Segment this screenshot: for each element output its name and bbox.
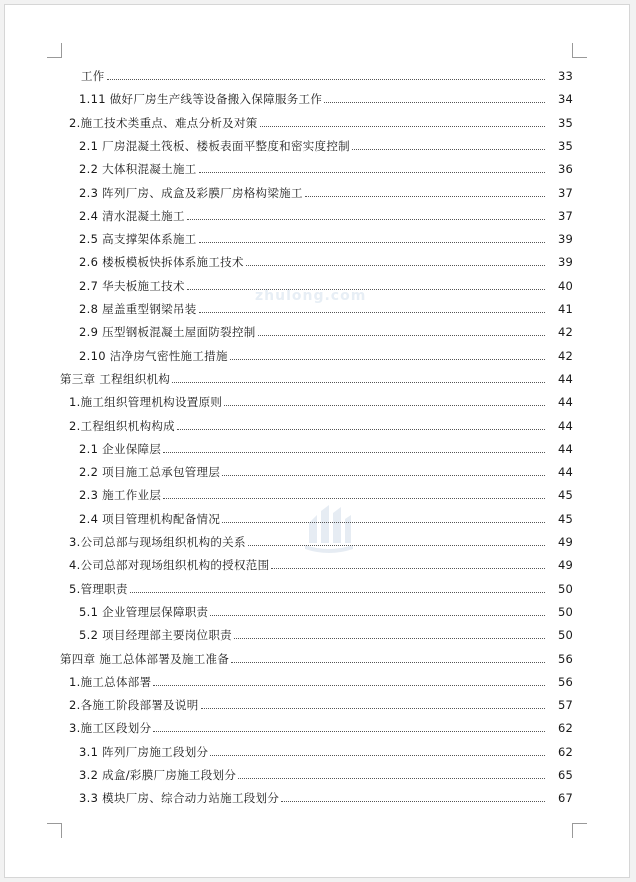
toc-page-number: 44 (557, 371, 573, 386)
toc-page-number: 44 (557, 441, 573, 456)
toc-entry[interactable] (5, 787, 573, 805)
toc-entry-title: 第三章 工程组织机构 (60, 371, 171, 386)
crop-mark-top-right (572, 43, 587, 58)
toc-entry[interactable] (5, 508, 573, 526)
document-page (4, 4, 630, 878)
toc-leader-dots (199, 312, 545, 313)
toc-leader-dots (246, 265, 545, 266)
toc-entry-title: 2.9 压型钢板混凝土屋面防裂控制 (79, 325, 256, 340)
toc-entry-title: 2.3 施工作业层 (79, 488, 162, 503)
toc-entry-title: 2.10 洁净房气密性施工措施 (79, 348, 228, 363)
toc-page-number: 39 (557, 232, 573, 247)
crop-mark-bottom-left (47, 823, 62, 838)
toc-page-number: 34 (557, 92, 573, 107)
toc-leader-dots (187, 219, 545, 220)
toc-leader-dots (234, 638, 545, 639)
toc-entry[interactable] (5, 438, 573, 456)
toc-leader-dots (130, 592, 545, 593)
toc-leader-dots (222, 522, 545, 523)
toc-entry[interactable] (5, 624, 573, 642)
toc-leader-dots (172, 382, 545, 383)
toc-entry-title: 5.1 企业管理层保障职责 (79, 604, 209, 619)
toc-leader-dots (352, 149, 545, 150)
toc-page-number: 36 (557, 162, 573, 177)
toc-leader-dots (238, 778, 545, 779)
toc-page-number: 44 (557, 465, 573, 480)
toc-page-number: 50 (557, 604, 573, 619)
toc-entry-title: 4.公司总部对现场组织机构的授权范围 (69, 558, 270, 573)
toc-entry[interactable] (5, 228, 573, 246)
crop-mark-bottom-right (572, 823, 587, 838)
crop-mark-top-left (47, 43, 62, 58)
toc-page-number: 44 (557, 395, 573, 410)
toc-page-number: 67 (557, 791, 573, 806)
toc-entry[interactable] (5, 112, 573, 130)
toc-leader-dots (199, 172, 545, 173)
toc-entry[interactable] (5, 601, 573, 619)
toc-leader-dots (210, 615, 545, 616)
toc-entry-title: 2.各施工阶段部署及说明 (69, 698, 199, 713)
toc-page-number: 49 (557, 535, 573, 549)
toc-page-number: 62 (557, 721, 573, 736)
toc-page-number: 33 (557, 69, 573, 83)
toc-page-number: 56 (557, 674, 573, 689)
toc-entry[interactable] (5, 368, 573, 386)
toc-leader-dots (222, 475, 545, 476)
toc-leader-dots (248, 545, 545, 546)
toc-entry-title: 2.5 高支撑架体系施工 (79, 232, 197, 247)
toc-entry-title: 2.3 阵列厂房、成盒及彩膜厂房格构梁施工 (79, 185, 303, 200)
toc-page-number: 50 (557, 628, 573, 643)
toc-entry-title: 3.公司总部与现场组织机构的关系 (69, 535, 246, 549)
toc-entry-title: 3.3 模块厂房、综合动力站施工段划分 (79, 791, 280, 806)
toc-page-number: 57 (557, 698, 573, 713)
toc-entry-title: 1.11 做好厂房生产线等设备搬入保障服务工作 (79, 92, 323, 107)
toc-leader-dots (305, 196, 545, 197)
toc-page-number: 37 (557, 185, 573, 200)
toc-leader-dots (231, 662, 545, 663)
toc-page-number: 65 (557, 768, 573, 782)
toc-leader-dots (163, 452, 545, 453)
toc-entry[interactable] (5, 741, 573, 759)
toc-entry[interactable] (5, 764, 573, 782)
toc-entry-title: 2.1 企业保障层 (79, 441, 162, 456)
toc-entry[interactable] (5, 717, 573, 735)
toc-leader-dots (324, 102, 545, 103)
toc-page-number: 37 (557, 208, 573, 223)
toc-page-number: 39 (557, 255, 573, 270)
toc-entry-title: 5.2 项目经理部主要岗位职责 (79, 628, 232, 643)
toc-entry-title: 5.管理职责 (69, 581, 128, 596)
toc-page-number: 41 (557, 302, 573, 316)
toc-entry-title: 2.4 项目管理机构配备情况 (79, 511, 221, 526)
toc-entry[interactable] (5, 578, 573, 596)
toc-entry-title: 2.2 大体积混凝土施工 (79, 162, 197, 177)
toc-entry[interactable] (5, 554, 573, 572)
toc-page-number: 62 (557, 744, 573, 759)
toc-entry[interactable] (5, 88, 573, 106)
toc-page-number: 42 (557, 348, 573, 363)
toc-entry[interactable] (5, 531, 573, 549)
toc-page-number: 44 (557, 418, 573, 433)
toc-entry-title: 2.6 楼板模板快拆体系施工技术 (79, 255, 244, 270)
toc-leader-dots (153, 685, 545, 686)
toc-page-number: 56 (557, 651, 573, 666)
toc-entry[interactable] (5, 648, 573, 666)
toc-leader-dots (230, 359, 545, 360)
toc-page-number: 49 (557, 558, 573, 573)
toc-leader-dots (224, 405, 545, 406)
toc-leader-dots (107, 79, 545, 80)
toc-page-number: 35 (557, 115, 573, 130)
toc-entry-title: 2.2 项目施工总承包管理层 (79, 465, 221, 480)
toc-leader-dots (187, 289, 545, 290)
toc-entry-title: 2.1 厂房混凝土筏板、楼板表面平整度和密实度控制 (79, 138, 350, 153)
toc-entry-title: 3.施工区段划分 (69, 721, 152, 736)
toc-leader-dots (271, 568, 545, 569)
toc-page-number: 45 (557, 488, 573, 503)
toc-entry[interactable] (5, 135, 573, 153)
watermark-text: zhulong.com (255, 288, 367, 304)
toc-leader-dots (281, 801, 545, 802)
toc-entry[interactable] (5, 298, 573, 316)
toc-page-number: 42 (557, 325, 573, 340)
toc-entry[interactable] (5, 158, 573, 176)
toc-entry-title: 1.施工组织管理机构设置原则 (69, 395, 223, 410)
toc-entry-title: 2.施工技术类重点、难点分析及对策 (69, 115, 258, 130)
toc-page-number: 50 (557, 581, 573, 596)
toc-entry[interactable] (5, 205, 573, 223)
toc-entry[interactable] (5, 484, 573, 502)
toc-entry[interactable] (5, 182, 573, 200)
toc-entry-title: 3.1 阵列厂房施工段划分 (79, 744, 209, 759)
toc-leader-dots (201, 708, 545, 709)
toc-entry[interactable] (5, 251, 573, 269)
toc-entry[interactable] (5, 275, 573, 293)
toc-entry[interactable] (5, 415, 573, 433)
toc-entry-title: 1.施工总体部署 (69, 674, 152, 689)
toc-entry[interactable] (5, 65, 573, 83)
toc-entry-title: 2.7 华夫板施工技术 (79, 278, 185, 293)
toc-entry[interactable] (5, 391, 573, 409)
toc-leader-dots (199, 242, 545, 243)
toc-leader-dots (153, 731, 545, 732)
toc-entry-title: 2.8 屋盖重型钢梁吊装 (79, 302, 197, 316)
toc-leader-dots (260, 126, 545, 127)
toc-entry-title: 2.工程组织机构构成 (69, 418, 175, 433)
toc-entry[interactable] (5, 321, 573, 339)
toc-entry-title: 3.2 成盒/彩膜厂房施工段划分 (79, 768, 237, 782)
toc-leader-dots (177, 429, 545, 430)
toc-page-number: 45 (557, 511, 573, 526)
toc-entry[interactable] (5, 345, 573, 363)
toc-leader-dots (258, 335, 545, 336)
toc-entry-title: 第四章 施工总体部署及施工准备 (60, 651, 230, 666)
toc-page-number: 40 (557, 278, 573, 293)
toc-entry-title: 2.4 清水混凝土施工 (79, 208, 185, 223)
toc-leader-dots (210, 755, 545, 756)
toc-page-number: 35 (557, 138, 573, 153)
toc-leader-dots (163, 498, 545, 499)
toc-entry-title: 工作 (81, 69, 105, 83)
toc-entry[interactable] (5, 461, 573, 479)
toc-entry[interactable] (5, 694, 573, 712)
toc-entry[interactable] (5, 671, 573, 689)
